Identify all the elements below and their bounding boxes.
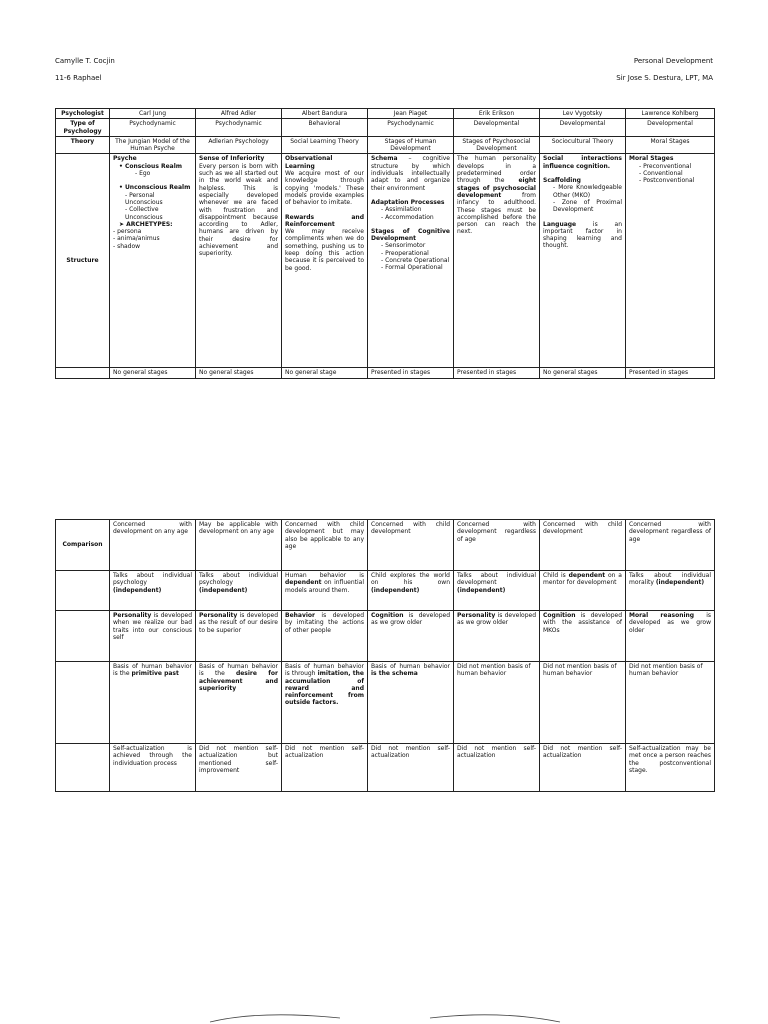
table-cell: Adlerian Psychology <box>196 136 282 154</box>
list-item: - Preoperational <box>381 250 450 257</box>
cell-text: Child explores the world on his own <box>371 572 450 587</box>
table-cell: No general stages <box>196 368 282 378</box>
table-cell: Developmental <box>626 119 715 137</box>
table-cell: Did not mention self-actualization but mentioned self-improvement <box>196 744 282 792</box>
subject-title: Personal Development <box>633 57 713 65</box>
kohlberg-title: Moral Stages <box>629 155 674 163</box>
table-cell: Sociocultural Theory <box>540 136 626 154</box>
cell-text: Talks about individual psychology <box>113 572 192 587</box>
language-title: Language <box>543 220 577 228</box>
cell-text: is developed as we grow older <box>371 612 450 627</box>
list-item: - Assimilation <box>381 206 450 213</box>
cell-text: Basis of human behavior <box>371 663 450 670</box>
table-cell: Did not mention self-actualization <box>368 744 454 792</box>
table-cell <box>56 662 110 744</box>
table-cell: Developmental <box>454 119 540 137</box>
row-label: Type of Psychology <box>56 119 110 137</box>
table-cell: Behavioral <box>282 119 368 137</box>
adler-text: Every person is born with such as we all started out in the world weak and helpless. This is especially developed whenever we are faced with frustration and disappointment because according to Adler, humans are driven by their desire for achievement and superiority. <box>199 162 278 258</box>
ego-item: - Ego <box>135 170 151 178</box>
cell-text: is developed with the assistance of MKOs <box>543 612 622 634</box>
table-cell: Self-actualization is achieved through the individuation process <box>110 744 196 792</box>
language-paragraph <box>543 221 622 250</box>
list-item: - Preconventional <box>639 163 711 170</box>
list-item: - More Knowledgeable Other (MKO) <box>553 184 622 199</box>
student-section: 11-6 Raphael <box>55 74 102 82</box>
bandura-text-1: We acquire most of our knowledge through copying 'models.' These models provide examples of behavior to imitate. <box>285 170 364 207</box>
table-cell: No general stages <box>110 368 196 378</box>
cell-text: Basis of human behavior is the <box>199 663 278 678</box>
erikson-structure-cell <box>454 154 540 368</box>
table-cell <box>626 611 715 662</box>
table-cell: Presented in stages <box>626 368 715 378</box>
cell-text: Child is <box>543 572 569 579</box>
vygotsky-title-2: Scaffolding <box>543 177 581 185</box>
header-cell: Albert Bandura <box>282 109 368 119</box>
table-cell <box>368 662 454 744</box>
schema-text: – cognitive structure by which individuals intellectually adapt to and organize their environment <box>371 155 450 192</box>
cell-text: is developed by imitating the actions of other people <box>285 612 364 634</box>
cell-text: Talks about individual morality <box>629 572 711 587</box>
stages-row <box>56 368 715 378</box>
cell-bold: dependent <box>285 579 322 587</box>
cell-text: is developed when we realize our bad traits into our conscious self <box>113 612 192 641</box>
teacher-name: Sir Jose S. Destura, LPT, MA <box>616 74 713 82</box>
archetype-item: - shadow <box>113 242 141 250</box>
bandura-structure-cell <box>282 154 368 368</box>
unconscious-realm: • Unconscious Realm <box>119 184 191 192</box>
erikson-bold: eight stages of psychosocial development <box>457 177 536 199</box>
bandura-title-2: Rewards and Reinforcement <box>285 213 364 228</box>
kohlberg-structure-cell <box>626 154 715 368</box>
table-cell: Moral Stages <box>626 136 715 154</box>
cell-text: on a mentor for development <box>543 572 622 587</box>
comparison-row-1 <box>56 520 715 571</box>
archetypes-heading: ➤ ARCHETYPES: <box>119 220 173 228</box>
table-cell <box>282 611 368 662</box>
bandura-text-2: We may receive compliments when we do something, pushing us to keep doing this action because it is perceived to be good. <box>285 228 364 272</box>
table-cell <box>454 611 540 662</box>
cell-bold: (independent) <box>371 586 420 594</box>
student-name: Camylle T. Cocjin <box>55 57 115 65</box>
table-cell: Did not mention basis of human behavior <box>540 662 626 744</box>
archetypes-label: ARCHETYPES: <box>126 220 173 228</box>
table-cell: Psychodynamic <box>368 119 454 137</box>
conscious-realm: • Conscious Realm <box>119 162 183 170</box>
table-cell: Presented in stages <box>454 368 540 378</box>
cell-bold: Personality <box>113 612 152 619</box>
table-cell: Social Learning Theory <box>282 136 368 154</box>
jung-structure-cell <box>110 154 196 368</box>
adler-structure-cell <box>196 154 282 368</box>
table-cell: The Jungian Model of the Human Psyche <box>110 136 196 154</box>
header-cell: Erik Erikson <box>454 109 540 119</box>
table-cell: Stages of Psychosocial Development <box>454 136 540 154</box>
cell-text: is developed as we grow older <box>629 612 711 634</box>
schema-title: Schema <box>371 155 398 163</box>
table-cell: Self-actualization may be met once a person reaches the postconventional stage. <box>626 744 715 792</box>
language-text: is an important factor in shaping learning and thought. <box>543 220 622 250</box>
table-cell: Psychodynamic <box>110 119 196 137</box>
list-item: - Sensorimotor <box>381 242 450 249</box>
list-item: - Formal Operational <box>381 264 450 271</box>
table-cell <box>368 611 454 662</box>
piaget-structure-cell <box>368 154 454 368</box>
cell-text: Talks about individual development <box>457 572 536 587</box>
cell-text: Basis of human behavior is the <box>113 663 192 678</box>
psyche-heading: Psyche <box>113 155 137 163</box>
table-cell <box>110 611 196 662</box>
table-cell: May be applicable with development on any age <box>196 520 282 571</box>
cell-bold: desire for achievement and superiority <box>199 670 278 692</box>
table-cell <box>56 744 110 792</box>
schema-paragraph <box>371 155 450 191</box>
table-cell: Did not mention basis of human behavior <box>626 662 715 744</box>
cell-bold: Cognition <box>543 612 576 619</box>
table-cell: Did not mention self-actualization <box>282 744 368 792</box>
archetype-item: - anima/animus <box>113 235 160 243</box>
cell-bold: dependent <box>568 572 606 579</box>
list-item: - Postconventional <box>639 177 711 184</box>
cell-bold: Behavior <box>285 612 316 619</box>
decorative-divider <box>200 1008 580 1024</box>
table-cell <box>196 571 282 611</box>
table-cell <box>540 611 626 662</box>
comparison-row-4 <box>56 662 715 744</box>
list-item: - Zone of Proximal Development <box>553 199 622 214</box>
table-cell: No general stages <box>540 368 626 378</box>
cell-text: Talks about individual psychology <box>199 572 278 587</box>
cell-bold: imitation, the accumulation of reward and reinforcement from outside factors. <box>285 670 364 707</box>
cell-bold: is the schema <box>371 670 418 678</box>
list-item: - Conventional <box>639 170 711 177</box>
type-row <box>56 119 715 137</box>
table-cell <box>56 571 110 611</box>
header-cell: Lev Vygotsky <box>540 109 626 119</box>
cell-bold: (independent) <box>457 586 506 594</box>
list-item: - Collective Unconscious <box>125 206 192 221</box>
table-cell: Concerned with child development <box>368 520 454 571</box>
table-cell: Concerned with development regardless of age <box>626 520 715 571</box>
table-cell: Concerned with child development but may also be applicable to any age <box>282 520 368 571</box>
header-cell: Lawrence Kohlberg <box>626 109 715 119</box>
table-cell <box>282 662 368 744</box>
theory-row <box>56 136 715 154</box>
table-cell <box>196 662 282 744</box>
cognitive-stages-title: Stages of Cognitive Development <box>371 227 450 243</box>
table-cell <box>196 611 282 662</box>
table-cell <box>540 571 626 611</box>
vygotsky-title-1: Social interactions influence cognition. <box>543 155 622 170</box>
table-cell <box>110 571 196 611</box>
table-cell: Psychodynamic <box>196 119 282 137</box>
comparison-table <box>55 519 715 792</box>
table-cell <box>626 571 715 611</box>
archetype-item: - persona <box>113 228 142 236</box>
table-cell <box>368 571 454 611</box>
erikson-text-1: The human personality develops in a predetermined order through the <box>457 155 536 185</box>
cell-bold: Moral reasoning <box>629 612 695 619</box>
header-cell: Alfred Adler <box>196 109 282 119</box>
cell-bold: Personality <box>199 612 238 619</box>
table-cell <box>282 571 368 611</box>
cell-text: on influential models around them. <box>285 579 364 594</box>
table-cell <box>56 368 110 378</box>
header-row <box>56 109 715 119</box>
table-cell: Concerned with development regardless of age <box>454 520 540 571</box>
comparison-row-3 <box>56 611 715 662</box>
list-item: - Personal Unconscious <box>125 192 192 207</box>
cell-text: Human behavior is <box>285 572 364 579</box>
psychologist-table <box>55 108 715 379</box>
adaptation-title: Adaptation Processes <box>371 198 445 206</box>
table-cell: Stages of Human Development <box>368 136 454 154</box>
structure-row <box>56 154 715 368</box>
cell-bold: primitive past <box>131 670 179 678</box>
table-cell: Did not mention self-actualization <box>454 744 540 792</box>
vygotsky-structure-cell <box>540 154 626 368</box>
comparison-row-2 <box>56 571 715 611</box>
comparison-row-5 <box>56 744 715 792</box>
table-cell: Did not mention basis of human behavior <box>454 662 540 744</box>
bandura-title-1: Observational Learning <box>285 155 333 170</box>
cell-text: Basis of human behavior is through <box>285 663 364 678</box>
cell-bold: (independent) <box>655 579 705 587</box>
table-cell <box>56 611 110 662</box>
row-label: Structure <box>56 154 110 368</box>
row-label: Comparison <box>56 520 110 571</box>
list-item: - Accommodation <box>381 214 450 221</box>
erikson-text-2: from infancy to adulthood. These stages must be accomplished before the person can reach the next. <box>457 191 536 236</box>
table-cell: Concerned with child development <box>540 520 626 571</box>
table-cell: Concerned with development on any age <box>110 520 196 571</box>
header-cell: Jean Piaget <box>368 109 454 119</box>
row-label: Theory <box>56 136 110 154</box>
table-cell <box>454 571 540 611</box>
adler-title: Sense of Inferiority <box>199 155 265 163</box>
table-cell: Developmental <box>540 119 626 137</box>
table-cell: No general stage <box>282 368 368 378</box>
list-item: - Concrete Operational <box>381 257 450 264</box>
cell-text: is developed as we grow older <box>457 612 536 627</box>
table-cell <box>110 662 196 744</box>
cell-bold: (independent) <box>113 586 162 594</box>
unconscious-label: Unconscious Realm <box>124 184 191 192</box>
cell-bold: Personality <box>457 612 496 619</box>
table-cell: Did not mention self-actualization <box>540 744 626 792</box>
cell-bold: (independent) <box>199 586 248 594</box>
table-cell: Presented in stages <box>368 368 454 378</box>
conscious-label: Conscious Realm <box>124 162 183 170</box>
header-cell: Carl Jung <box>110 109 196 119</box>
cell-bold: Cognition <box>371 612 404 619</box>
cell-text: is developed as the result of our desire to be superior <box>199 612 278 634</box>
header-cell: Psychologist <box>56 109 110 119</box>
